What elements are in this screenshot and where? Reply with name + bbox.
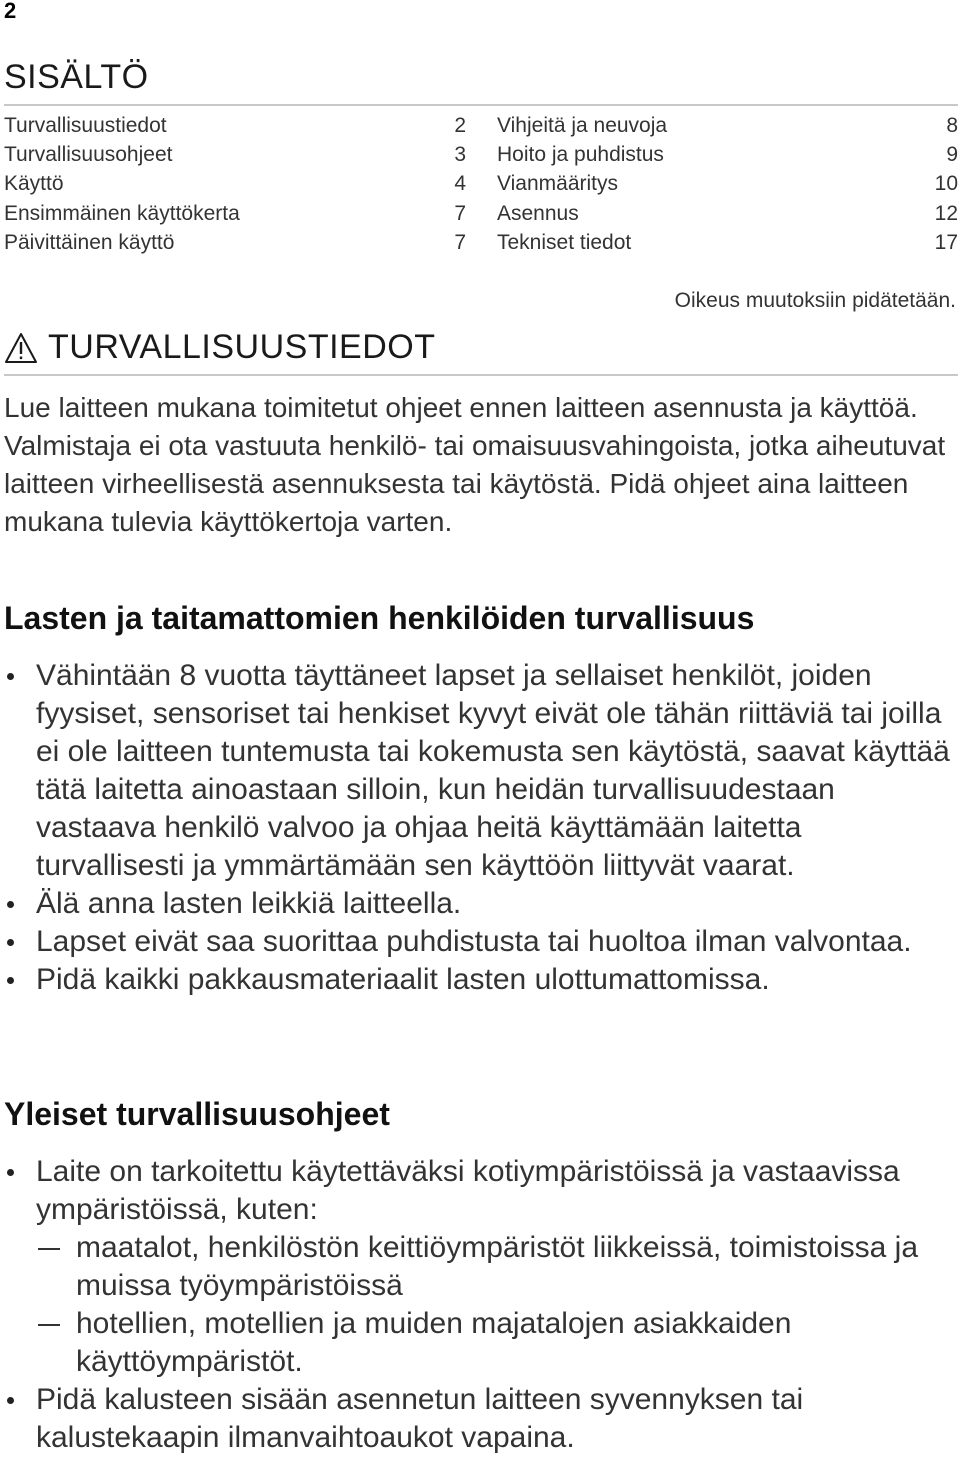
list-item-text: Älä anna lasten leikkiä laitteella. [36,887,462,920]
toc-entry[interactable] [4,169,466,198]
toc-entry-label: Päivittäinen käyttö [4,230,175,254]
dash-icon [38,1248,60,1250]
general-safety-heading: Yleiset turvallisuusohjeet [4,1096,390,1132]
toc-entry-label: Vihjeitä ja neuvoja [497,114,668,137]
list-item-text: Pidä kalusteen sisään asennetun laitteen syvennyksen tai kalustekaapin ilmanvaihtoaukot vapaina. [36,1383,804,1454]
toc-entry-label: Asennus [497,201,579,225]
toc-entry[interactable] [497,111,958,140]
toc-entry-page: 12 [934,201,958,225]
toc-right-column [497,111,958,257]
toc-entry-page: 3 [454,143,466,167]
bullet-icon [7,1169,14,1176]
toc-entry-label: Turvallisuusohjeet [4,143,173,167]
toc-entry[interactable] [497,140,958,169]
toc-entry[interactable] [497,169,958,198]
sub-list-item-text: maatalot, henkilöstön keittiöympäristöt liikkeissä, toimistoissa ja muissa työympäristöissä [76,1231,919,1302]
toc-entry-page: 9 [946,143,958,167]
general-safety-list [4,1153,954,1457]
sub-list-item [36,1229,954,1305]
toc-title: SISÄLTÖ [4,58,149,96]
safety-heading-text: TURVALLISUUSTIEDOT [48,328,436,366]
warning-triangle-icon [4,332,38,364]
toc-entry-page: 2 [454,114,466,137]
sub-list-item [36,1305,954,1381]
toc-entry-label: Vianmääritys [497,172,618,196]
list-item [4,961,954,999]
toc-entry[interactable] [497,199,958,228]
toc-divider [4,104,958,106]
dash-icon [38,1324,60,1326]
section-divider [4,374,958,376]
sub-list [36,1229,954,1381]
list-item [4,657,954,885]
list-item [4,1153,954,1381]
toc-entry[interactable] [497,228,958,257]
bullet-icon [7,1397,14,1404]
bullet-icon [7,939,14,946]
toc-entry-page: 17 [934,230,958,254]
children-safety-list [4,657,954,999]
toc-entry-label: Ensimmäinen käyttökerta [4,201,240,225]
list-item-text: Laite on tarkoitettu käytettäväksi kotiympäristöissä ja vastaavissa ympäristöissä, kuten: [36,1155,900,1226]
safety-heading [4,328,435,367]
toc-entry[interactable] [4,199,466,228]
change-notice: Oikeus muutoksiin pidätetään. [674,289,956,312]
toc-left-column [4,111,466,257]
bullet-icon [7,673,14,680]
toc-entry-label: Turvallisuustiedot [4,114,167,137]
toc-entry[interactable] [4,111,466,140]
list-item [4,885,954,923]
toc-entry-page: 7 [454,201,466,225]
children-safety-heading: Lasten ja taitamattomien henkilöiden turvallisuus [4,600,755,636]
list-item [4,1381,954,1457]
toc-entry-page: 7 [454,230,466,254]
safety-intro: Lue laitteen mukana toimitetut ohjeet ennen laitteen asennusta ja käyttöä. Valmistaja ei ota vastuuta henkilö- tai omaisuusvahingoista, jotka aiheutuvat laitteen virheellisestä asennuksesta tai käytöstä. Pidä ohjeet aina laitteen mukana tulevia käyttökertoja varten. [4,392,946,537]
toc-entry-page: 4 [454,172,466,196]
toc-entry-page: 8 [946,114,958,137]
toc-entry[interactable] [4,228,466,257]
toc-entry-label: Tekniset tiedot [497,230,632,254]
bullet-icon [7,901,14,908]
list-item-text: Lapset eivät saa suorittaa puhdistusta tai huoltoa ilman valvontaa. [36,925,912,958]
bullet-icon [7,977,14,984]
list-item-text: Vähintään 8 vuotta täyttäneet lapset ja sellaiset henkilöt, joiden fyysiset, sensoriset tai henkiset kyvyt eivät ole tähän riittäviä tai joilla ei ole laitteen tuntemusta tai kokemusta sen käytöstä, saavat käyttää tätä laitetta ainoastaan silloin, kun heidän turvallisuudestaan vastaava henkilö valvoo ja ohjaa heitä käyttämään laitetta turvallisesti ja ymmärtämään sen käyttöön liittyvät vaarat. [36,659,950,882]
page-number: 2 [4,0,17,23]
toc-entry-page: 10 [934,172,958,196]
list-item-text: Pidä kaikki pakkausmateriaalit lasten ulottumattomissa. [36,963,770,996]
list-item [4,923,954,961]
toc-entry[interactable] [4,140,466,169]
toc-entry-label: Käyttö [4,172,64,196]
sub-list-item-text: hotellien, motellien ja muiden majatalojen asiakkaiden käyttöympäristöt. [76,1307,792,1378]
toc-entry-label: Hoito ja puhdistus [497,143,664,167]
